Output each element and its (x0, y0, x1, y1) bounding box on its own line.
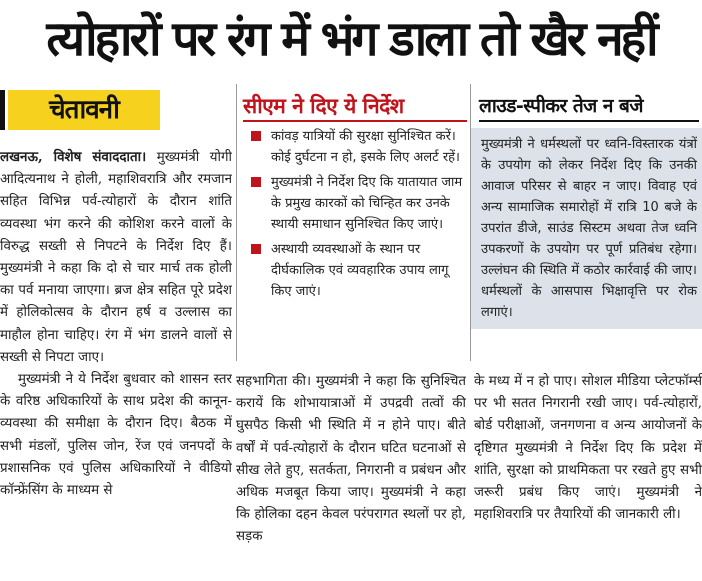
list-item (243, 239, 469, 302)
column-3-text: के मध्य में न हो पाए। सोशल मीडिया प्लेटफॉर्म्स पर भी सतत निगरानी रखी जाए। पर्व-त्योहारों, बोर्ड परीक्षाओं, जनगणना व अन्य आयोजनों के दृष्टिगत मुख्यमंत्री ने निर्देश दिए कि प्रदेश में शांति, सुरक्षा को प्राथमिकता पर रखते हुए सभी जरूरी प्रबंध किए जाएं। मुख्यमंत्री ने महाशिवरात्रि पर तैयारियों की जानकारी ली। (474, 374, 702, 523)
square-bullet-icon (251, 131, 261, 141)
list-item-text: कांवड़ यात्रियों की सुरक्षा सुनिश्चित करें। कोई दुर्घटना न हो, इसके लिए अलर्ट रहें। (271, 129, 460, 165)
loudspeaker-title: लाउड-स्पीकर तेज न बजे (479, 90, 699, 122)
article-paragraph-1 (0, 146, 232, 369)
article-continuation-column-2 (236, 371, 466, 581)
paragraph-1-text: मुख्यमंत्री योगी आदित्यनाथ ने होली, महाशिवरात्रि और रमजान सहित विभिन्न पर्व-त्योहारों के दौरान शांति व्यवस्था भंग करने की कोशिश करने वालों के विरुद्ध सख्ती से निपटने के निर्देश दिए हैं। मुख्यमंत्री ने कहा कि दो से चार मार्च तक होली का पर्व मनाया जाएगा। ब्रज क्षेत्र सहित पूरे प्रदेश में होलिकोत्सव के दौरान हर्ष व उल्लास का माहौल होना चाहिए। रंग में भंग डालने वालों से सख्ती से निपटा जाए। (0, 150, 232, 365)
warning-label: चेतावनी (8, 90, 160, 130)
cm-directives-list (243, 126, 469, 306)
list-item (243, 172, 469, 235)
main-article-column (0, 84, 232, 581)
list-item (243, 126, 469, 168)
cm-directives-box (236, 84, 470, 361)
square-bullet-icon (251, 244, 261, 254)
warning-bar (0, 90, 5, 130)
column-2-text: सहभागिता की। मुख्यमंत्री ने कहा कि सुनिश्चित करायें कि शोभायात्राओं में उपद्रवी तत्वों की घुसपैठ किसी भी स्थिति में न होने पाए। बीते वर्षों में पर्व-त्योहारों के दौरान घटित घटनाओं से सीख लेते हुए, सतर्कता, निगरानी व प्रबंधन और अधिक मजबूत किया जाए। मुख्यमंत्री ने कहा कि होलिका दहन केवल परंपरागत स्थलों पर हो, सड़क (236, 374, 466, 545)
article-continuation-column-3 (474, 371, 702, 581)
loudspeaker-box (470, 84, 702, 361)
article-paragraph-2: मुख्यमंत्री ने ये निर्देश बुधवार को शासन स्तर के वरिष्ठ अधिकारियों के साथ प्रदेश की कानून-व्यवस्था की समीक्षा के दौरान दिए। बैठक में सभी मंडलों, पुलिस जोन, रेंज एवं जनपदों के प्रशासनिक एवं पुलिस अधिकारियों ने वीडियो कॉन्फ्रेंसिंग के माध्यम से (0, 372, 232, 499)
list-item-text: मुख्यमंत्री ने निर्देश दिए कि यातायात जाम के प्रमुख कारकों को चिन्हित कर उनके स्थायी समाधान सुनिश्चित किए जाएं। (271, 175, 463, 232)
loudspeaker-text: मुख्यमंत्री ने धर्मस्थलों पर ध्वनि-विस्तारक यंत्रों के उपयोग को लेकर निर्देश दिए कि उनकी आवाज परिसर से बाहर न जाए। विवाह एवं अन्य सामाजिक समारोहों में रात्रि 10 बजे के उपरांत डीजे, साउंड सिस्टम अथवा तेज ध्वनि उपकरणों के उपयोग पर पूर्ण प्रतिबंध रहेगा। उल्लंघन की स्थिति में कठोर कार्रवाई की जाए। धर्मस्थलों के आसपास भिक्षावृत्ति पर रोक लगाएं। (471, 128, 702, 329)
main-article-text (0, 146, 232, 502)
dateline: लखनऊ, विशेष संवाददाता। (0, 149, 147, 165)
cm-directives-title: सीएम ने दिए ये निर्देश (243, 90, 467, 122)
list-item-text: अस्थायी व्यवस्थाओं के स्थान पर दीर्घकालिक एवं व्यवहारिक उपाय लागू किए जाएं। (271, 242, 449, 299)
headline: त्योहारों पर रंग में भंग डाला तो खैर नहीं (46, 11, 656, 67)
square-bullet-icon (251, 177, 261, 187)
